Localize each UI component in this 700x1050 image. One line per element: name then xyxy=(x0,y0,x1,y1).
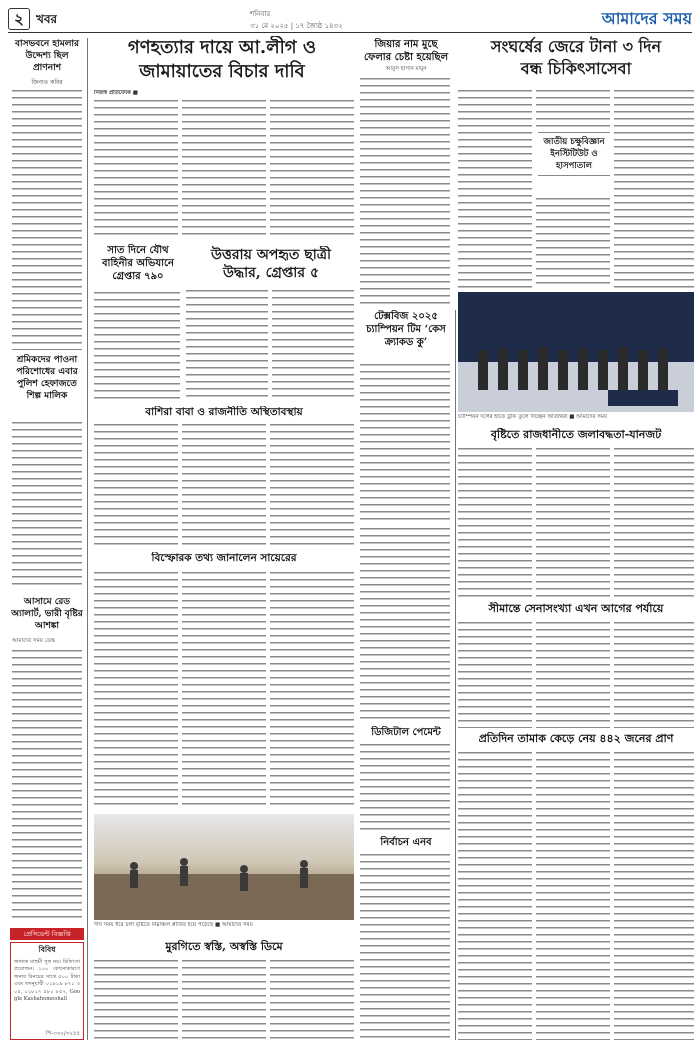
lead-body-col3 xyxy=(270,98,354,238)
lead-headline-line2: জামায়াতের বিচার দাবি xyxy=(139,61,305,82)
classifieds-phone: পি-৩৩০/৩২৫৫ xyxy=(45,1031,80,1037)
chicken-body-col2 xyxy=(182,958,266,1040)
assam-byline: আমাদের সময় ডেস্ক xyxy=(12,638,55,644)
lead-body-col1 xyxy=(94,98,178,238)
smoking-body-col1 xyxy=(458,750,532,1040)
strike-body-col1 xyxy=(458,88,532,288)
zia-byline: আবুল হাসান মামুন xyxy=(385,66,427,72)
page-number: ২ xyxy=(14,10,24,28)
lead-headline-line1: গণহত্যার দায়ে আ.লীগ ও xyxy=(127,37,317,58)
border-headline: সীমান্তে সেনাসংখ্যা এখন আগের পর্যায়ে xyxy=(488,602,664,615)
explosive-body-col1 xyxy=(94,570,178,810)
middle-body-filler xyxy=(360,526,450,722)
digital-body xyxy=(360,742,450,830)
uttara-body-col1 xyxy=(186,288,268,400)
classifieds-body: জানাক মাহুমী সুস্থ নয়। চিকিৎসা প্রয়োজন। ১০০ কোনোকারণে জনাব বিনয়ের সাথে ৫০০ টাকা এবং তদনুযায়ী ০১৮১৯ ৮৭১ ৩০৫, ০১৮১৭ ৫৮০ ৮৫৭, Google Kashahomeohall xyxy=(14,959,82,1003)
smoking-body-col2 xyxy=(536,750,610,1040)
flood-photo-caption: দীর্ঘ সময় ধরে চলা বৃষ্টিতে নিম্নাঞ্চল প্লাবিত হয়ে পড়েছে ■ আমাদের সময় xyxy=(94,922,253,928)
texbiz-stage-graphic xyxy=(458,292,694,412)
explosive-headline: বিস্ফোরক তথ্য জানালেন সায়েরের xyxy=(151,552,297,564)
chicken-body-col1 xyxy=(94,958,178,1040)
assam-body xyxy=(12,648,82,920)
lead-body-col2 xyxy=(182,98,266,238)
basher-body-col3 xyxy=(270,422,354,548)
column-divider-1 xyxy=(87,38,88,1040)
basher-body-col1 xyxy=(94,422,178,548)
border-body-col1 xyxy=(458,620,532,728)
strike-body-col3 xyxy=(614,88,694,288)
rain-body-col2 xyxy=(536,446,610,598)
basher-body-col2 xyxy=(182,422,266,548)
army-headline: সাত দিনে যৌথ বাহিনীর অভিযানে গ্রেপ্তার ৭৯০ xyxy=(101,245,174,282)
left-top-body xyxy=(12,88,82,350)
strike-headline-line2: বন্ধ চিকিৎসাসেবা xyxy=(520,59,632,78)
strike-body-col2b xyxy=(536,196,610,288)
column-divider-2 xyxy=(455,310,456,1040)
chicken-headline: মুরগিতে স্বস্তি, অস্বস্তি ডিমে xyxy=(165,940,283,953)
left-top-byline: জিনাত কবির xyxy=(31,79,63,86)
classifieds-section: বিবিধ xyxy=(38,945,56,954)
lead-kicker: নিজস্ব প্রতিবেদক ■ xyxy=(94,90,138,96)
election-body xyxy=(360,852,450,1040)
day-label: শনিবার xyxy=(250,10,271,18)
texbiz-headline: টেক্সবিজ ২০২৫ চ্যাম্পিয়ন টিম ‘কেস ক্র্যাকড কু’ xyxy=(366,311,446,348)
uttara-headline-line1: উত্তরায় অপহৃত ছাত্রী xyxy=(210,247,332,263)
classifieds-label: প্রেসিডেন্ট বিজ্ঞপ্তি xyxy=(10,928,84,940)
texbiz-photo xyxy=(458,292,694,412)
strike-headline-line1: সংঘর্ষের জেরে টানা ৩ দিন xyxy=(490,37,662,56)
flood-photo xyxy=(94,814,354,920)
workers-body xyxy=(12,420,82,590)
strike-body-col2 xyxy=(536,88,610,128)
strike-subhead: জাতীয় চক্ষুবিজ্ঞান ইনস্টিটিউট ও হাসপাতাল xyxy=(538,132,610,176)
uttara-headline-line2: উদ্ধার, গ্রেপ্তার ৫ xyxy=(222,265,320,281)
chicken-body-col3 xyxy=(270,958,354,1040)
digital-headline: ডিজিটাল পেমেন্ট xyxy=(371,727,441,738)
border-body-col3 xyxy=(614,620,694,728)
texbiz-photo-caption: চ্যাম্পিয়ন দলের হাতে ট্রফি তুলে দিচ্ছেন অতিথিরা ■ আমাদের সময় xyxy=(458,414,608,420)
explosive-body-col3 xyxy=(270,570,354,810)
classifieds-box xyxy=(10,942,84,1040)
zia-headline: জিয়ার নাম মুছে ফেলার চেষ্টা হয়েছিল xyxy=(363,39,449,63)
army-body xyxy=(94,290,180,400)
texbiz-body xyxy=(360,362,450,522)
assam-headline: আসামে রেড অ্যালার্ট, ভারী বৃষ্টির আশঙ্কা xyxy=(11,597,83,631)
masthead-logo: আমাদের সময় xyxy=(601,9,692,28)
explosive-body-col2 xyxy=(182,570,266,810)
left-top-headline: বাসভবনে হামলার উদ্দেশ্য ছিল প্রাণনাশ xyxy=(14,39,79,73)
zia-body xyxy=(360,76,450,306)
smoking-headline: প্রতিদিন তামাক কেড়ে নেয় ৪৪২ জনের প্রাণ xyxy=(478,732,674,745)
border-body-col2 xyxy=(536,620,610,728)
rain-body-col3 xyxy=(614,446,694,598)
uttara-body-col2 xyxy=(272,288,354,400)
election-headline: নির্বাচন এনব xyxy=(380,837,432,848)
rain-headline: বৃষ্টিতে রাজধানীতে জলাবদ্ধতা-যানজট xyxy=(490,428,662,441)
rain-body-col1 xyxy=(458,446,532,598)
header-rule xyxy=(8,32,692,33)
smoking-body-col3 xyxy=(614,750,694,1040)
section-label: খবর xyxy=(36,12,58,26)
flood-scene-graphic xyxy=(94,814,354,920)
basher-headline: বাশিরা বাবা ও রাজনীতি অস্থিতাবস্থায় xyxy=(145,406,303,418)
date-label: ৩১ মে ২০২৫ | ১৭ জ্যৈষ্ঠ ১৪৩২ xyxy=(250,22,343,30)
page-number-box xyxy=(8,8,30,30)
workers-headline: শ্রমিকদের পাওনা পরিশোধের এবার পুলিশ হেফাজতে শিল্প মালিক xyxy=(16,355,78,401)
